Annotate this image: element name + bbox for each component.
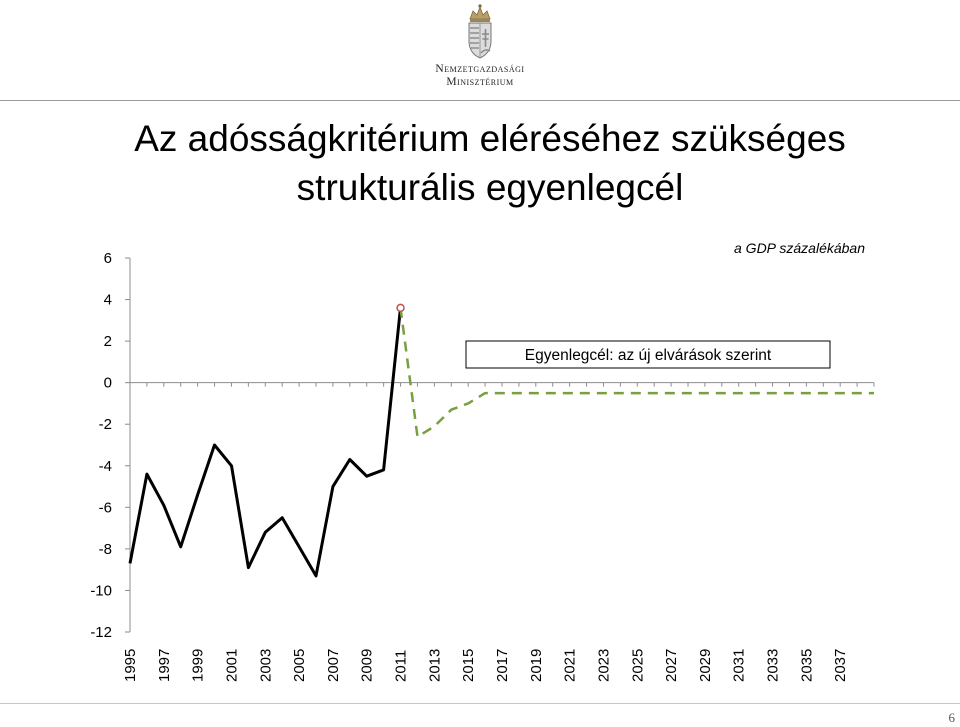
annotation-text: Egyenlegcél: az új elvárások szerint — [524, 347, 772, 364]
unit-note: a GDP százalékában — [734, 240, 865, 256]
y-tick-label: -4 — [98, 457, 112, 475]
chart-labels — [90, 240, 865, 682]
y-tick-label: 2 — [103, 333, 112, 351]
x-tick-label: 2033 — [764, 648, 782, 682]
slide-header — [0, 0, 960, 101]
y-tick-label: -6 — [98, 499, 112, 517]
x-tick-label: 1997 — [155, 648, 173, 682]
slide-title-line1: Az adósságkritérium eléréséhez szükséges — [134, 118, 846, 159]
historical-balance-line — [130, 308, 401, 576]
x-tick-label: 2003 — [257, 648, 275, 682]
ministry-name-line1: Nemzetgazdasági — [435, 63, 525, 75]
x-tick-label: 1995 — [122, 648, 139, 682]
y-tick-label: -8 — [98, 540, 112, 558]
balance-chart — [0, 228, 960, 698]
x-tick-label: 2029 — [696, 648, 714, 682]
y-tick-label: 0 — [103, 374, 112, 392]
x-tick-label: 2021 — [561, 648, 579, 682]
x-tick-label: 2005 — [291, 648, 309, 682]
slide-title — [0, 114, 960, 212]
transition-marker — [397, 304, 404, 311]
x-tick-label: 2027 — [663, 648, 681, 682]
balance-chart-svg — [0, 228, 960, 698]
coat-of-arms-icon — [465, 3, 495, 63]
x-tick-label: 2011 — [392, 649, 410, 682]
x-tick-label: 2023 — [595, 648, 613, 682]
target-balance-line — [401, 308, 875, 437]
x-tick-label: 2025 — [629, 648, 647, 682]
x-tick-label: 2019 — [527, 648, 545, 682]
y-tick-label: 6 — [103, 250, 112, 267]
ministry-name-line2: Minisztérium — [446, 76, 514, 88]
x-tick-label: 2035 — [798, 648, 816, 682]
x-tick-label: 2017 — [494, 648, 511, 682]
ministry-logo — [380, 0, 580, 96]
y-tick-label: -12 — [90, 624, 112, 641]
footer-divider — [0, 703, 960, 704]
y-tick-label: -2 — [98, 416, 112, 434]
x-tick-label: 2031 — [730, 648, 748, 682]
x-tick-label: 2015 — [460, 648, 478, 682]
x-tick-label: 2037 — [832, 648, 850, 682]
chart-axes — [125, 258, 874, 632]
page-number: 6 — [948, 710, 955, 725]
x-tick-label: 2009 — [358, 648, 376, 682]
y-tick-label: -10 — [90, 582, 112, 600]
x-tick-label: 2001 — [223, 648, 241, 682]
x-tick-label: 2007 — [324, 648, 342, 682]
x-tick-label: 1999 — [189, 648, 207, 682]
x-tick-label: 2013 — [426, 648, 444, 682]
slide-title-line2: strukturális egyenlegcél — [296, 167, 684, 208]
y-tick-label: 4 — [103, 291, 112, 309]
